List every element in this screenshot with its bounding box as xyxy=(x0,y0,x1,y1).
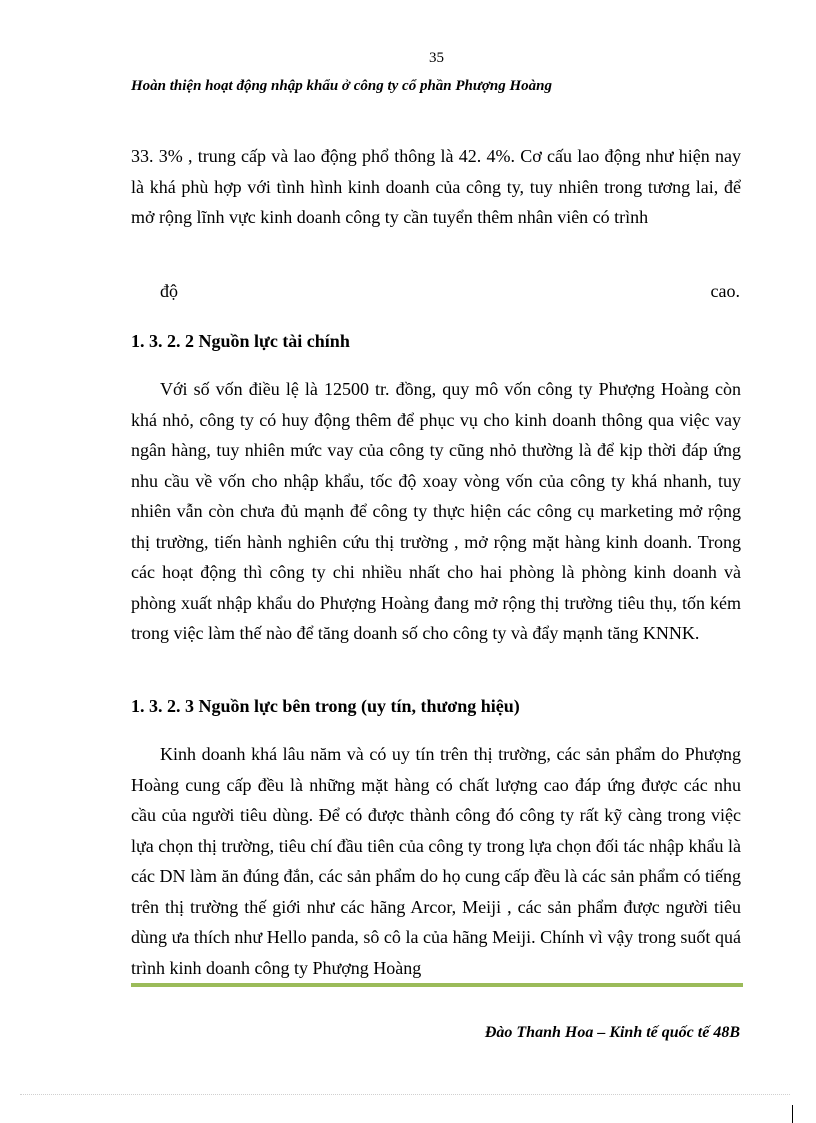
section-heading-financial: 1. 3. 2. 2 Nguồn lực tài chính xyxy=(131,331,350,351)
footer-author: Đào Thanh Hoa – Kinh tế quốc tế 48B xyxy=(484,1024,740,1041)
page-number: 35 xyxy=(429,50,444,66)
spread-word-right: cao. xyxy=(710,281,740,301)
paragraph-labor-structure: 33. 3% , trung cấp và lao động phổ thông là 42. 4%. Cơ cấu lao động như hiện nay là khá phù hợp với tình hình kinh doanh của công ty, tuy nhiên trong tương lai, để mở rộng lĩnh vực kinh doanh công ty cần tuyển thêm nhân viên có trình xyxy=(131,146,741,227)
paragraph-internal-resources: Kinh doanh khá lâu năm và có uy tín trên thị trường, các sản phẩm do Phượng Hoàng cung cấp đều là những mặt hàng có chất lượng cao đáp ứng được các nhu cầu của người tiêu dùng. Để có được thành công đó công ty rất kỹ càng trong việc lựa chọn thị trường, tiêu chí đầu tiên của công ty trong lựa chọn đối tác nhập khẩu là các DN làm ăn đúng đắn, các sản phẩm do họ cung cấp đều là các sản phẩm có tiếng trên thị trường thế giới như các hãng Arcor, Meiji , các sản phẩm được người tiêu dùng ưa thích như Hello panda, sô cô la của hãng Meiji. Chính vì vậy trong suốt quá trình kinh doanh công ty Phượng Hoàng xyxy=(131,744,741,978)
paragraph-financial-resources: Với số vốn điều lệ là 12500 tr. đồng, quy mô vốn công ty Phượng Hoàng còn khá nhỏ, công ty có huy động thêm để phục vụ cho kinh doanh thông qua việc vay ngân hàng, tuy nhiên mức vay của công ty cũng nhỏ thường là để kịp thời đáp ứng nhu cầu về vốn cho nhập khẩu, tốc độ xoay vòng vốn của công ty khá nhanh, tuy nhiên vẫn còn chưa đủ mạnh để công ty thực hiện các công cụ marketing mở rộng thị trường, tiến hành nghiên cứu thị trường , mở rộng mặt hàng kinh doanh. Trong các hoạt động thì công ty chi nhiều nhất cho hai phòng là phòng kinh doanh và phòng xuất nhập khẩu do Phượng Hoàng đang mở rộng thị trường tiêu thụ, tốn kém trong việc làm thế nào để tăng doanh số cho công ty và đẩy mạnh tăng KNNK. xyxy=(131,379,741,643)
crop-mark xyxy=(792,1105,793,1123)
section-heading-internal: 1. 3. 2. 3 Nguồn lực bên trong (uy tín, thương hiệu) xyxy=(131,696,520,716)
spread-word-left: độ xyxy=(160,281,178,301)
page-edge-dotted-line xyxy=(20,1094,790,1095)
spread-line xyxy=(160,281,740,302)
footer-rule xyxy=(131,983,743,987)
running-header: Hoàn thiện hoạt động nhập khẩu ở công ty cổ phần Phượng Hoàng xyxy=(131,78,553,94)
